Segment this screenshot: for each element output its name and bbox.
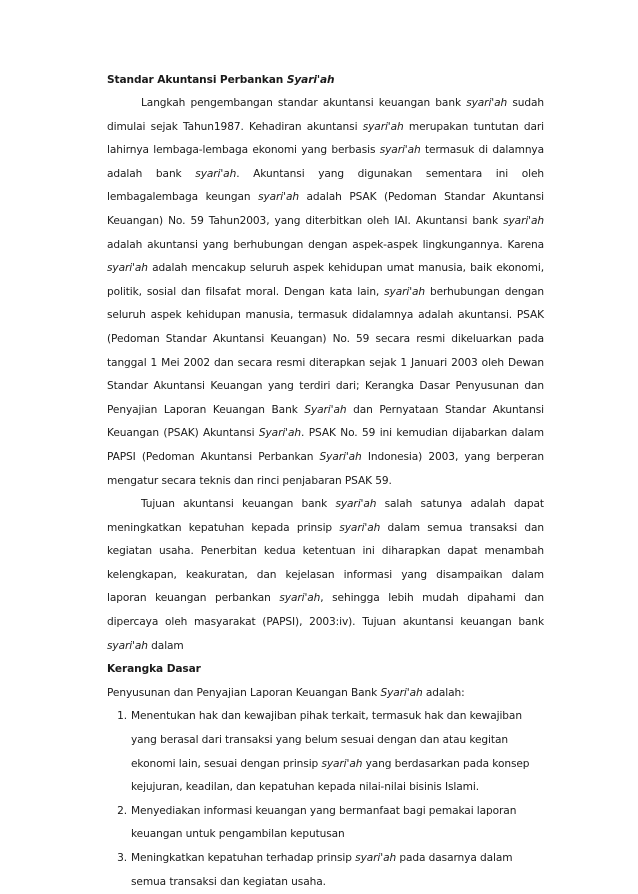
section-title-main: Standar Akuntansi Perbankan	[107, 74, 287, 86]
italic-term: Syari'ah	[258, 427, 301, 440]
list-item	[107, 800, 544, 847]
paragraph-2: Tujuan akuntansi keuangan bank syari'ah salah satunya adalah dapat meningkatkan kepatuhan kepada prinsip syari'ah dalam semua transaksi dan kegiatan usaha. Penerbitan kedua ketentuan ini diharapkan dapat menambah kelengkapan, keakuratan, dan kejelasan informasi yang disampaikan dalam laporan keuangan perbankan syari'ah, sehingga lebih mudah dipahami dan dipercaya oleh masyarakat (PAPSI), 2003:iv). Tujuan akuntansi keuangan bank syari'ah dalam	[107, 498, 544, 652]
list-item-text: Menyediakan informasi keuangan yang bermanfaat bagi pemakai laporan keuangan untuk pengambilan keputusan	[131, 804, 517, 841]
italic-term: syari'ah	[279, 592, 321, 605]
list-item-number: 1.	[117, 710, 127, 723]
italic-term: Syari'ah	[319, 450, 362, 463]
italic-term: syari'ah	[362, 120, 404, 133]
document-page	[107, 68, 544, 894]
italic-term: syari'ah	[195, 167, 237, 180]
numbered-list	[107, 705, 544, 894]
list-item-number: 3.	[117, 852, 127, 864]
list-item-text: Meningkatkan kepatuhan terhadap prinsip syari'ah pada dasarnya dalam semua transaksi dan kegiatan usaha.	[131, 852, 513, 888]
paragraph-1: Langkah pengembangan standar akuntansi keuangan bank syari'ah sudah dimulai sejak Tahun1987. Kehadiran akuntansi syari'ah merupakan tuntutan dari lahirnya lembaga-lembaga ekonomi yang berbasis syari'ah termasuk di dalamnya adalah bank syari'ah. Akuntansi yang digunakan sementara ini oleh lembagalembaga keungan syari'ah adalah PSAK (Pedoman Standar Akuntansi Keuangan) No. 59 Tahun2003, yang diterbitkan oleh IAI. Akuntansi bank syari'ah adalah akuntansi yang berhubungan dengan aspek-aspek lingkungannya. Karena syari'ah adalah mencakup seluruh aspek kehidupan umat manusia, baik ekonomi, politik, sosial dan filsafat moral. Dengan kata lain, syari'ah berhubungan dengan seluruh aspek kehidupan manusia, termasuk didalamnya adalah akuntansi. PSAK (Pedoman Standar Akuntansi Keuangan) No. 59 secara resmi dikeluarkan pada tanggal 1 Mei 2002 dan secara resmi diterapkan sejak 1 Januari 2003 oleh Dewan Standar Akuntansi Keuangan yang terdiri dari; Kerangka Dasar Penyusunan dan Penyajian Laporan Keuangan Bank Syari'ah dan Pernyataan Standar Akuntansi Keuangan (PSAK) Akuntansi Syari'ah. PSAK No. 59 ini kemudian dijabarkan dalam PAPSI (Pedoman Akuntansi Perbankan Syari'ah Indonesia) 2003, yang berperan mengatur secara teknis dan rinci penjabaran PSAK 59.	[107, 97, 545, 487]
italic-term: syari'ah	[466, 97, 508, 109]
list-item-number: 2.	[117, 804, 127, 817]
italic-term: syari'ah	[339, 521, 381, 534]
italic-term: syari'ah	[379, 144, 421, 157]
italic-term: Syari'ah	[380, 686, 423, 699]
list-intro: Penyusunan dan Penyajian Laporan Keuangan Bank Syari'ah adalah:	[107, 686, 465, 699]
section-title-italic: Syari'ah	[286, 74, 335, 86]
italic-term: syari'ah	[384, 285, 426, 298]
italic-term: syari'ah	[107, 262, 148, 275]
italic-term: syari'ah	[258, 191, 299, 204]
italic-term: syari'ah	[107, 639, 148, 652]
section-title	[107, 68, 544, 92]
italic-term: syari'ah	[335, 498, 377, 511]
italic-term: Syari'ah	[304, 403, 347, 416]
list-item-text: Menentukan hak dan kewajiban pihak terkait, termasuk hak dan kewajiban yang berasal dari transaksi yang belum sesuai dengan dan atau kegitan ekonomi lain, sesuai dengan prinsip syari'ah yang berdasarkan pada konsep kejujuran, keadilan, dan kepatuhan kepada nilai-nilai bisinis Islami.	[131, 710, 530, 794]
italic-term: syari'ah	[321, 757, 363, 770]
italic-term: syari'ah	[355, 852, 397, 864]
list-item	[107, 705, 544, 799]
subheading-kerangka-dasar: Kerangka Dasar	[107, 663, 201, 676]
italic-term: syari'ah	[503, 214, 544, 227]
list-item	[107, 847, 544, 894]
